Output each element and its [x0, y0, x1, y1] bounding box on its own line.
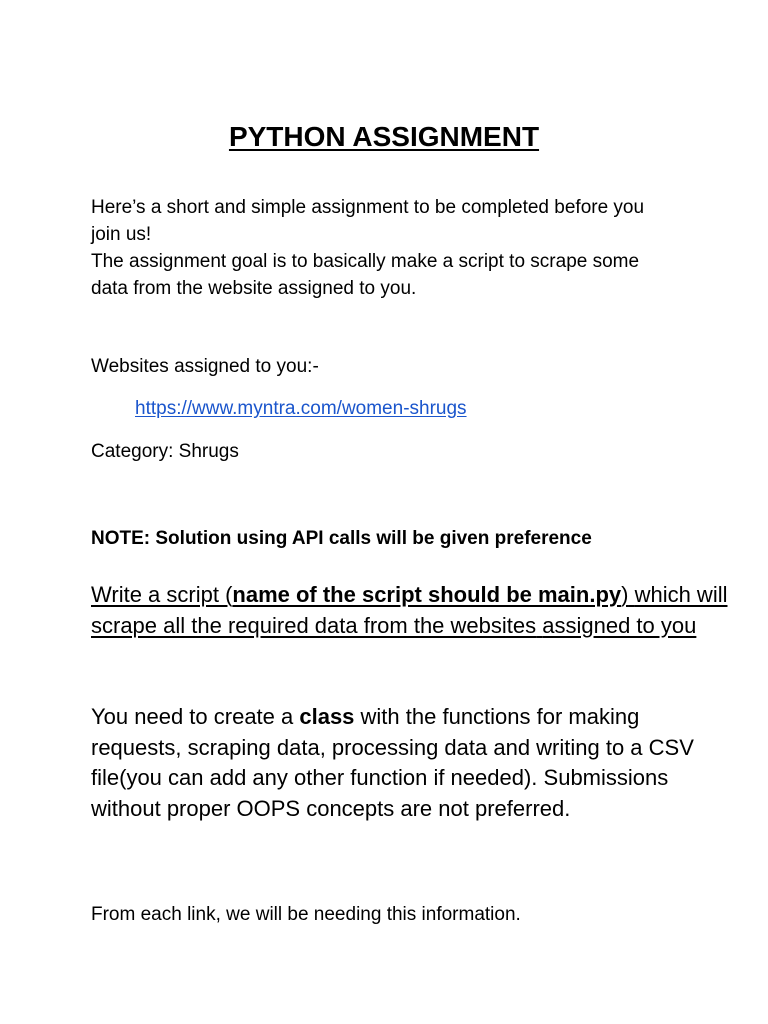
category-text: Category: Shrugs: [91, 441, 239, 462]
class-req-bold: class: [299, 704, 355, 729]
class-req-line-3: CSV file(you can add any other function if needed).: [91, 734, 694, 790]
website-link[interactable]: https://www.myntra.com/women-shrugs: [135, 398, 467, 419]
note-prefix: NOTE:: [91, 528, 151, 549]
class-req-line-4: Submissions without proper OOPS concepts are not: [91, 765, 669, 821]
note-text: Solution using API calls will be given preference: [150, 528, 592, 549]
script-req-line-2: which will scrape all the required data from the websites: [91, 582, 728, 638]
class-req-suffix: with the functions for making: [354, 704, 640, 729]
class-req-prefix: You need to create a: [91, 704, 300, 729]
script-req-line-3: assigned to you: [542, 612, 697, 638]
script-requirement: [91, 580, 731, 641]
script-req-line-1: [91, 582, 628, 607]
class-requirement: [91, 702, 731, 824]
website-link-line: [135, 395, 467, 422]
websites-label: Websites assigned to you:-: [91, 356, 319, 377]
class-req-line-5: preferred.: [475, 795, 571, 821]
intro-line-1: Here’s a short and simple assignment to be completed before you: [91, 197, 645, 218]
intro-line-4: data from the website assigned to you.: [91, 278, 417, 299]
script-req-prefix: Write a script (: [91, 582, 233, 607]
from-each-link-text: From each link, we will be needing this information.: [91, 904, 521, 925]
script-req-suffix: ): [621, 582, 629, 607]
document-title: PYTHON ASSIGNMENT: [228, 121, 540, 152]
script-req-bold: name of the script should be main.py: [232, 582, 622, 607]
class-req-line-1: [91, 704, 639, 729]
intro-line-3: The assignment goal is to basically make a script to scrape some: [91, 251, 640, 272]
note-paragraph: [91, 525, 731, 552]
intro-paragraph: [91, 194, 731, 302]
intro-line-2: join us!: [91, 224, 152, 245]
class-req-line-2: requests, scraping data, processing data and writing to a: [91, 734, 643, 760]
